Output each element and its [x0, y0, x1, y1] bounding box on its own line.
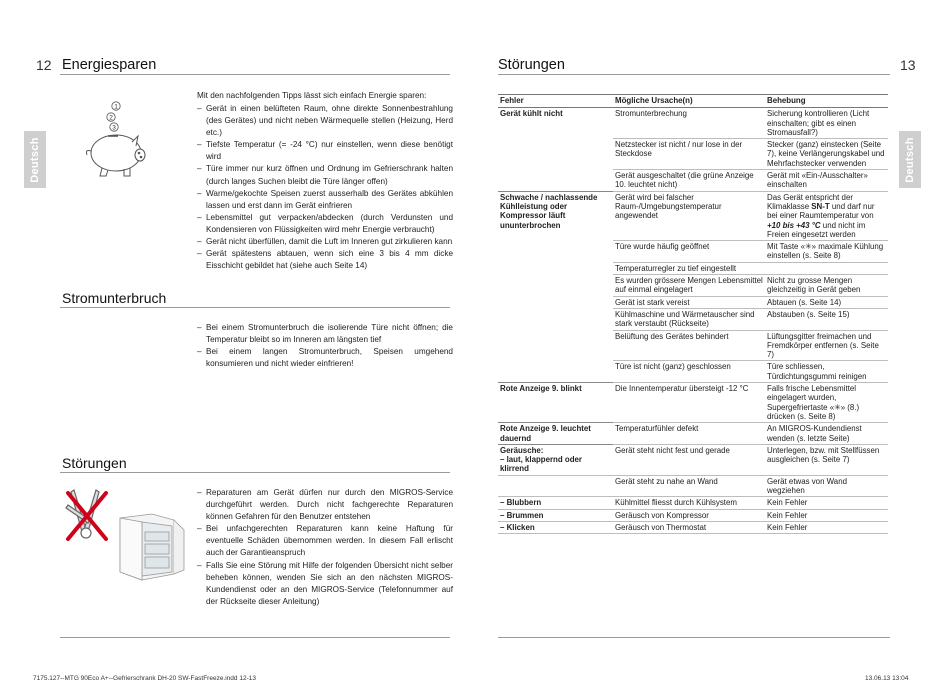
list-item: – Reparaturen am Gerät dürfen nur durch den MIGROS-Service durchgeführt werden. Durch nicht fachgerechte Reparaturen können Gefahren für den Benutzer entstehen: [197, 487, 453, 523]
list-item: – Falls Sie eine Störung mit Hilfe der folgenden Übersicht nicht selber beheben können, wenden Sie sich an den nächsten MIGROS-Kundendienst oder an den MIGROS-Service (Telefonnummer auf der Rückseite dieser Anleitung): [197, 560, 453, 608]
col-header-cause: Mögliche Ursache(n): [613, 95, 765, 108]
cell-cause: Geräusch von Kompressor: [613, 509, 765, 521]
coin-label-1: 1: [114, 103, 118, 111]
cell-cause: Die Innentemperatur übersteigt -12 °C: [613, 383, 765, 423]
list-item: – Warme/gekochte Speisen zuerst ausserhalb des Gerätes abkühlen lassen und erst dann im Gerät einfrieren: [197, 188, 453, 212]
table-row: [498, 497, 888, 509]
faults-table: [498, 94, 888, 534]
cell-cause: Gerät steht zu nahe an Wand: [613, 475, 765, 497]
cell-fix: [765, 262, 888, 274]
language-tab-left: [24, 131, 46, 188]
cell-cause: Gerät ist stark vereist: [613, 296, 765, 308]
cell-fault: Schwache / nachlassende Kühlleistung oder Kompressor läuft ununterbrochen: [498, 191, 613, 240]
footer-file-info: 7175.127--MTG 90Eco A+--Gefrierschrank DH-20 SW-FastFreeze.indd 12-13: [33, 675, 256, 682]
footer-timestamp: 13.06.13 13:04: [865, 675, 909, 682]
cell-fault: [498, 170, 613, 192]
col-header-fix: Behebung: [765, 95, 888, 108]
cell-cause: Gerät steht nicht fest und gerade: [613, 444, 765, 475]
list-item: – Türe immer nur kurz öffnen und Ordnung im Gefrierschrank halten (durch langes Suchen bleibt die Türe länger offen): [197, 163, 453, 187]
page-title-left: Energiesparen: [62, 57, 157, 73]
section-title-faults: Störungen: [62, 455, 127, 471]
table-row: [498, 444, 888, 475]
table-row: [498, 108, 888, 139]
cell-fix: Kein Fehler: [765, 509, 888, 521]
cell-cause: Temperaturregler zu tief eingestellt: [613, 262, 765, 274]
list-item: – Gerät nicht überfüllen, damit die Luft im Inneren gut zirkulieren kann: [197, 236, 453, 248]
cell-cause: Gerät wird bei falscher Raum-/Umgebungstemperatur angewendet: [613, 191, 765, 240]
cell-cause: Belüftung des Gerätes behindert: [613, 330, 765, 361]
section-rule: [60, 472, 450, 473]
cell-fix: Kein Fehler: [765, 521, 888, 533]
cell-fix: Abstauben (s. Seite 15): [765, 308, 888, 330]
footer-rule-left: [60, 637, 450, 638]
freezer-image: [112, 512, 188, 582]
piggy-bank-icon: [80, 96, 152, 184]
cell-cause: Türe ist nicht (ganz) geschlossen: [613, 361, 765, 383]
list-item: – Gerät in einen belüfteten Raum, ohne direkte Sonnenbestrahlung (des Gerätes) und nicht neben Wärmequelle stellen (Heizung, Herd etc.): [197, 103, 453, 139]
cell-fault: [498, 296, 613, 308]
table-row: [498, 170, 888, 192]
faults-notes-list: [197, 487, 453, 608]
cell-fault: – Klicken: [498, 521, 613, 533]
cell-fix: An MIGROS-Kundendienst wenden (s. letzte Seite): [765, 423, 888, 445]
cell-fix: Kein Fehler: [765, 497, 888, 509]
list-item: – Gerät spätestens abtauen, wenn sich eine 3 bis 4 mm dicke Eisschicht gebildet hat (siehe auch Seite 14): [197, 248, 453, 272]
cell-fix: Abtauen (s. Seite 14): [765, 296, 888, 308]
section-title-power-outage: Stromunterbruch: [62, 290, 167, 306]
cell-fault: Rote Anzeige 9. blinkt: [498, 383, 613, 423]
table-row: [498, 191, 888, 240]
cell-fault: [498, 475, 613, 497]
language-tab-right: [899, 131, 921, 188]
cell-fault: Geräusche: – laut, klappernd oder klirrend: [498, 444, 613, 475]
cell-fix: Unterlegen, bzw. mit Stellfüssen ausgleichen (s. Seite 7): [765, 444, 888, 475]
page-number-left: 12: [36, 57, 52, 73]
table-row: [498, 423, 888, 445]
cell-cause: Netzstecker ist nicht / nur lose in der Steckdose: [613, 139, 765, 170]
list-item: – Lebensmittel gut verpacken/abdecken (durch Verdunsten und Kondensieren von Flüssigkeiten wird mehr Energie verbraucht): [197, 212, 453, 236]
cell-fix: Lüftungsgitter freimachen und Fremdkörper entfernen (s. Seite 7): [765, 330, 888, 361]
cell-cause: Geräusch von Thermostat: [613, 521, 765, 533]
table-row: [498, 275, 888, 297]
cell-fault: – Brummen: [498, 509, 613, 521]
cell-fix: Gerät etwas von Wand wegziehen: [765, 475, 888, 497]
cell-fault: [498, 139, 613, 170]
table-header-row: [498, 95, 888, 108]
cell-fix: Mit Taste «✳» maximale Kühlung einstellen (s. Seite 8): [765, 241, 888, 263]
table-row: [498, 296, 888, 308]
table-row: [498, 308, 888, 330]
cell-fault: [498, 275, 613, 297]
cell-fix: Das Gerät entspricht der Klimaklasse SN-T und darf nur bei einer Raumtemperatur von +10 bis +43 °C und nicht im Freien eingesetzt werden: [765, 191, 888, 240]
table-row: [498, 361, 888, 383]
coin-label-2: 2: [109, 114, 113, 122]
cell-fix: Stecker (ganz) einstecken (Seite 7), keine Verlängerungskabel und Mehrfachstecker verwenden: [765, 139, 888, 170]
cell-cause: Es wurden grössere Mengen Lebensmittel auf einmal eingelagert: [613, 275, 765, 297]
header-rule-right: [498, 74, 890, 75]
cell-fault: Rote Anzeige 9. leuchtet dauernd: [498, 423, 613, 445]
cell-fix: Türe schliessen, Türdichtungsgummi reinigen: [765, 361, 888, 383]
energy-tips-list: [197, 103, 453, 272]
cell-cause: Kühlmaschine und Wärmetauscher sind stark verstaubt (Rückseite): [613, 308, 765, 330]
coin-label-3: 3: [112, 124, 116, 132]
list-item: – Bei unfachgerechten Reparaturen kann keine Haftung für eventuelle Schäden übernommen werden. In diesem Fall erlischt auch der Garantieanspruch: [197, 523, 453, 559]
list-item: – Bei einem Stromunterbruch die isolierende Türe nicht öffnen; die Temperatur bleibt so im Inneren am längsten tief: [197, 322, 453, 346]
table-row: [498, 475, 888, 497]
cell-fault: – Blubbern: [498, 497, 613, 509]
table-row: [498, 521, 888, 533]
table-row: [498, 241, 888, 263]
cell-cause: Stromunterbrechung: [613, 108, 765, 139]
cell-fix: Nicht zu grosse Mengen gleichzeitig in Gerät geben: [765, 275, 888, 297]
header-rule-left: [60, 74, 450, 75]
col-header-fault: Fehler: [498, 95, 613, 108]
list-item: – Bei einem langen Stromunterbruch, Speisen umgehend konsumieren und nicht wieder einfrieren!: [197, 346, 453, 370]
power-outage-list: [197, 322, 453, 370]
cell-cause: Kühlmittel fliesst durch Kühlsystem: [613, 497, 765, 509]
cell-fault: [498, 241, 613, 263]
cell-fault: [498, 330, 613, 361]
list-item: – Tiefste Temperatur (= -24 °C) nur einstellen, wenn diese benötigt wird: [197, 139, 453, 163]
section-rule: [60, 307, 450, 308]
language-tab-label: Deutsch: [904, 136, 916, 183]
cell-cause: Gerät ausgeschaltet (die grüne Anzeige 10. leuchtet nicht): [613, 170, 765, 192]
page-number-right: 13: [900, 57, 916, 73]
cell-fix: Sicherung kontrollieren (Licht einschalten; gibt es einen Stromausfall?): [765, 108, 888, 139]
cell-fault: [498, 308, 613, 330]
language-tab-label: Deutsch: [29, 136, 41, 183]
cell-cause: Temperaturfühler defekt: [613, 423, 765, 445]
table-row: [498, 139, 888, 170]
table-row: [498, 330, 888, 361]
cell-fault: [498, 361, 613, 383]
cell-fault: Gerät kühlt nicht: [500, 109, 563, 119]
page-title-right: Störungen: [498, 57, 565, 73]
table-row: [498, 509, 888, 521]
cell-fix: Falls frische Lebensmittel eingelagert wurden, Supergefriertaste «✳» (8.) drücken (s. Seite 8): [765, 383, 888, 423]
energy-intro: Mit den nachfolgenden Tipps lässt sich einfach Energie sparen:: [197, 91, 427, 100]
cell-fault: [498, 262, 613, 274]
no-tools-icon: [62, 485, 112, 545]
footer-rule-right: [498, 637, 890, 638]
table-row: [498, 383, 888, 423]
table-row: [498, 262, 888, 274]
cell-cause: Türe wurde häufig geöffnet: [613, 241, 765, 263]
cell-fix: Gerät mit «Ein-/Ausschalter» einschalten: [765, 170, 888, 192]
